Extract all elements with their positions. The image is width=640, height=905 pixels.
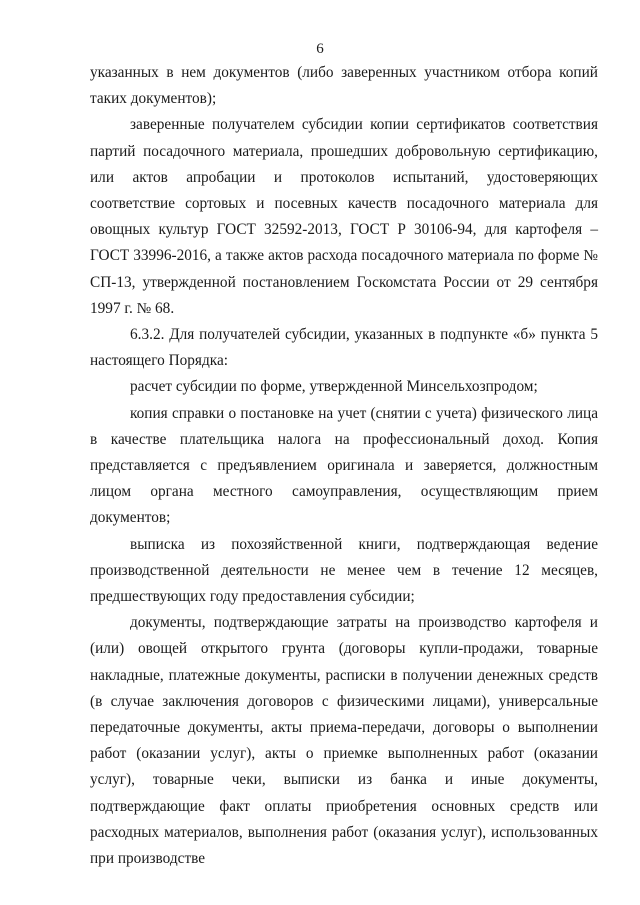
document-body	[90, 60, 598, 872]
paragraph-6-3-2: 6.3.2. Для получателей субсидии, указанных в подпункте «б» пункта 5 настоящего Порядка:	[90, 326, 598, 370]
paragraph-cost-documents: документы, подтверждающие затраты на производство картофеля и (или) овощей открытого грунта (договоры купли-продажи, товарные накладные, платежные документы, расписки в получении денежных средств (в случае заключения договоров с физическими лицами), универсальные передаточные документы, акты приема-передачи, договоры о выполнении работ (оказании услуг), акты о приемке выполненных работ (оказании услуг), товарные чеки, выписки из банка и иные документы, подтверждающие факт оплаты приобретения основных средств или расходных материалов, выполнения работ (оказания услуг), использованных при производстве	[90, 614, 598, 868]
page-number: 6	[316, 41, 324, 57]
paragraph-tax-certificate: копия справки о постановке на учет (снятии с учета) физического лица в качестве плательщика налога на профессиональный доход. Копия представляется с предъявлением оригинала и заверяется, должностным лицом органа местного самоуправления, осуществляющим прием документов;	[90, 404, 598, 527]
paragraph-household-book: выписка из похозяйственной книги, подтверждающая ведение производственной деятельности не менее чем в течение 12 месяцев, предшествующих году предоставления субсидии;	[90, 535, 598, 606]
paragraph-continuation: указанных в нем документов (либо заверенных участником отбора копий таких документов);	[90, 64, 598, 108]
paragraph-subsidy-calculation: расчет субсидии по форме, утвержденной Минсельхозпродом;	[130, 378, 538, 396]
paragraph-certificates: заверенные получателем субсидии копии сертификатов соответствия партий посадочного материала, прошедших добровольную сертификацию, или актов апробации и протоколов испытаний, удостоверяющих соответствие сортовых и посевных качеств посадочного материала для овощных культур ГОСТ 32592-2013, ГОСТ Р 30106-94, для картофеля – ГОСТ 33996-2016, а также актов расхода посадочного материала по форме № СП-13, утвержденной постановлением Госкомстата России от 29 сентября 1997 г. № 68.	[90, 116, 598, 317]
